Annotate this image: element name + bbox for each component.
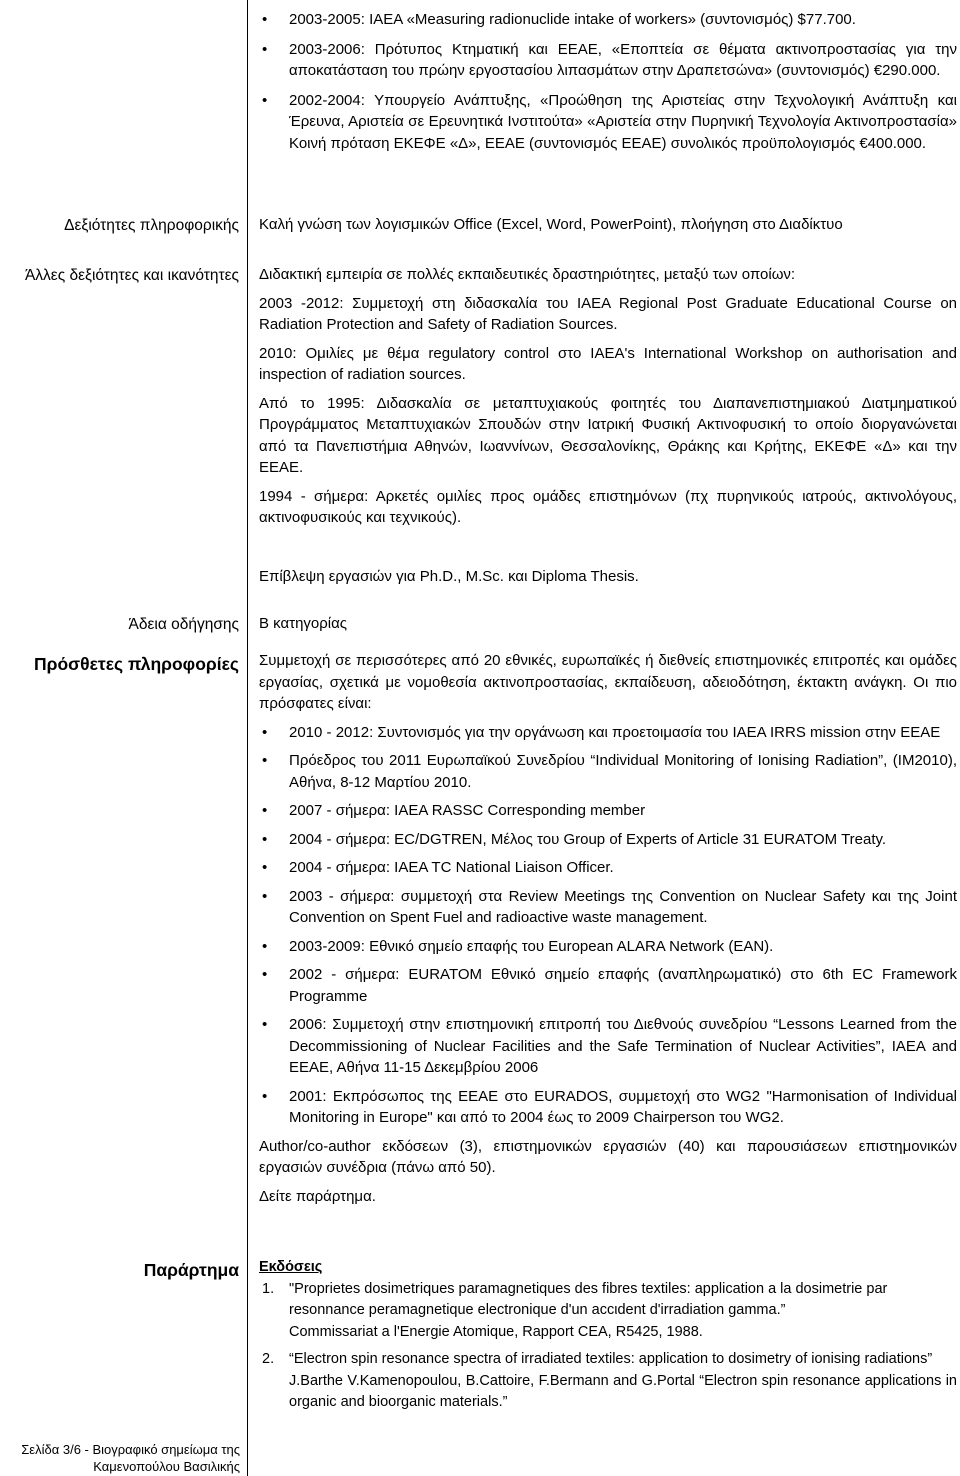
list-item: • 2003-2006: Πρότυπος Κτηματική και ΕΕΑΕ, «Εποπτεία σε θέματα ακτινοπροστασίας για την αποκατάσταση του πρώην εργοστασίου λιπασμάτων στην Δραπετσώνα» (συντονισμός) €290.000. <box>262 40 957 79</box>
bullet-icon: • <box>262 887 268 905</box>
list-item: • 2007 - σήμερα: IAEA RASSC Corresponding member <box>259 800 957 822</box>
supervision-text: Επίβλεψη εργασιών για Ph.D., M.Sc. και Diploma Thesis. <box>259 568 639 585</box>
appendix-section <box>259 1257 957 1414</box>
page-footer <box>0 1441 240 1475</box>
publication-item <box>259 1279 957 1344</box>
publications-heading: Εκδόσεις <box>259 1259 323 1275</box>
publication-number: 2. <box>262 1351 275 1367</box>
list-item: • 2006: Συμμετοχή στην επιστημονική επιτροπή του Διεθνούς συνεδρίου “Lessons Learned from the Decommissioning of Nuclear Facilities and the Safe Termination of Nuclear Activities”, IAEA and ΕΕΑΕ, Αθήνα 11-15 Δεκεμβρίου 2006 <box>262 1016 957 1076</box>
driving-license-text: Β κατηγορίας <box>259 615 348 632</box>
see-appendix-text: Δείτε παράρτημα. <box>259 1187 376 1205</box>
list-item: • Πρόεδρος του 2011 Ευρωπαϊκού Συνεδρίου “Individual Monitoring of Ionising Radiation”, (IM2010), Αθήνα, 8-12 Μαρτίου 2010. <box>262 752 957 791</box>
list-item: • 2003-2009: Εθνικό σημείο επαφής του European ALARA Network (EAN). <box>259 936 957 958</box>
footer-page-info: Σελίδα 3/6 - Βιογραφικό σημείωμα της <box>21 1442 240 1457</box>
list-item: • 2003-2005: IAEA «Measuring radionuclide intake of workers» (συντονισμός) $77.700. <box>259 9 957 31</box>
bullet-icon: • <box>262 859 268 876</box>
column-divider <box>247 0 248 1476</box>
computer-skills-label: Δεξιότητες πληροφορικής <box>64 217 239 234</box>
publication-source: Commissariat a l'Energie Atomique, Rapport CEA, R5425, 1988. <box>289 1323 703 1340</box>
bullet-icon: • <box>262 11 268 28</box>
driving-license-label: Άδεια οδήγησης <box>128 616 239 633</box>
publication-title: “Electron spin resonance spectra of irradiated textiles: application to dosimetry of ionising radiations” <box>289 1351 933 1367</box>
bullet-icon: • <box>262 752 268 769</box>
bullet-icon: • <box>262 802 268 819</box>
teaching-item: 2003 -2012: Συμμετοχή στη διδασκαλία του IAEA Regional Post Graduate Educational Course on Radiation Protection and Safety of Radiation Sources. <box>259 294 957 333</box>
additional-info-label: Πρόσθετες πληροφορίες <box>34 654 239 674</box>
appendix-label: Παράρτημα <box>143 1260 239 1280</box>
list-item: • 2010 - 2012: Συντονισμός για την οργάνωση και προετοιμασία του IAEA IRRS mission στην ΕΕΑΕ <box>259 722 957 744</box>
bullet-icon: • <box>262 937 268 955</box>
author-text: Author/co-author εκδόσεων (3), επιστημονικών εργασιών (40) και παρουσιάσεων επιστημονικών εργασιών συνέδρια (πάνω από 50). <box>259 1137 957 1176</box>
list-item: • 2002 - σήμερα: EURATOM Εθνικό σημείο επαφής (αναπληρωματικό) στο 6th EC Framework Programme <box>262 966 957 1005</box>
other-skills-label: Άλλες δεξιότητες και ικανότητες <box>24 267 239 284</box>
bullet-icon: • <box>262 40 268 58</box>
bullet-icon: • <box>262 830 268 848</box>
teaching-item: Από το 1995: Διδασκαλία σε μεταπτυχιακούς φοιτητές του Διαπανεπιστημιακού Διατμηματικού Προγράμματος Μεταπτυχιακών Σπουδών στην Ιατρική Φυσική Ακτινοφυσική το οποίο διοργανώνεται από τα Πανεπιστήμια Αθηνών, Ιωαννίνων, Θεσσαλονίκης, Θράκης και Κρήτης, ΕΚΕΦΕ «Δ» και την ΕΕΑΕ. <box>259 394 957 476</box>
list-item: • 2002-2004: Υπουργείο Ανάπτυξης, «Προώθηση της Αριστείας στην Τεχνολογική Ανάπτυξη και Έρευνα, Αριστεία σε Ερευνητικά Ινστιτούτα» «Αριστεία στην Πυρηνική Τεχνολογία Ακτινοπροστασία» Κοινή πρόταση ΕΚΕΦΕ «Δ», ΕΕΑΕ (συντονισμός ΕΕΑΕ) συνολικός προϋπολογισμός €400.000. <box>262 91 957 152</box>
footer-author: Καμενοπούλου Βασιλικής <box>93 1459 240 1474</box>
committees-intro: Συμμετοχή σε περισσότερες από 20 εθνικές, ευρωπαϊκές ή διεθνείς επιστημονικές επιτροπές και ομάδες εργασίας, σχετικά με νομοθεσία ακτινοπροστασίας, εκπαίδευση, αδειοδότηση, έκτακτη ανάγκη. Οι πιο πρόσφατες είναι: <box>259 652 957 712</box>
additional-info-section <box>259 650 957 1207</box>
computer-skills-text: Καλή γνώση των λογισμικών Office (Excel, Word, PowerPoint), πλοήγηση στο Διαδίκτυο <box>259 216 843 233</box>
bullet-icon: • <box>262 966 268 983</box>
publication-source: J.Barthe V.Kamenopoulou, B.Cattoire, F.Bermann and G.Portal “Electron spin resonance applications in organic and bioorganic materials.” <box>289 1372 957 1410</box>
teaching-item: 2010: Ομιλίες με θέμα regulatory control στο IAEA's International Workshop on authorisation and inspection of radiation sources. <box>259 344 957 383</box>
bullet-icon: • <box>262 1087 268 1105</box>
research-projects-section <box>259 9 957 154</box>
list-item: • 2003 - σήμερα: συμμετοχή στα Review Meetings της Convention on Nuclear Safety και της Joint Convention on Spent Fuel and radioactive waste management. <box>262 887 957 926</box>
bullet-icon: • <box>262 91 268 109</box>
publication-number: 1. <box>262 1280 275 1297</box>
list-item: • 2004 - σήμερα: EC/DGTREN, Μέλος του Group of Experts of Article 31 EURATOM Treaty. <box>259 829 957 851</box>
bullet-icon: • <box>262 723 268 741</box>
teaching-intro: Διδακτική εμπειρία σε πολλές εκπαιδευτικές δραστηριότητες, μεταξύ των οποίων: <box>259 266 796 283</box>
other-skills-section <box>259 264 957 529</box>
publication-item <box>259 1349 957 1414</box>
list-item: • 2004 - σήμερα: IAEA TC National Liaison Officer. <box>259 857 957 879</box>
bullet-icon: • <box>262 1016 268 1033</box>
list-item: • 2001: Εκπρόσωπος της ΕΕΑΕ στο EURADOS, συμμετοχή στο WG2 "Harmonisation of Individual Monitoring in Europe" και από το 2004 έως το 2009 Chairperson του WG2. <box>262 1087 957 1126</box>
publication-title: "Proprietes dosimetriques paramagnetiques des fibres textiles: application a la dosimetrie par resonnance peramagnetique electronique d'un accιdent d'irradiation gamma.” <box>289 1280 888 1318</box>
teaching-item: 1994 - σήμερα: Αρκετές ομιλίες προς ομάδες επιστημόνων (πχ πυρηνικούς ιατρούς, ακτινολόγους, ακτινοφυσικούς και τεχνικούς). <box>259 487 957 526</box>
